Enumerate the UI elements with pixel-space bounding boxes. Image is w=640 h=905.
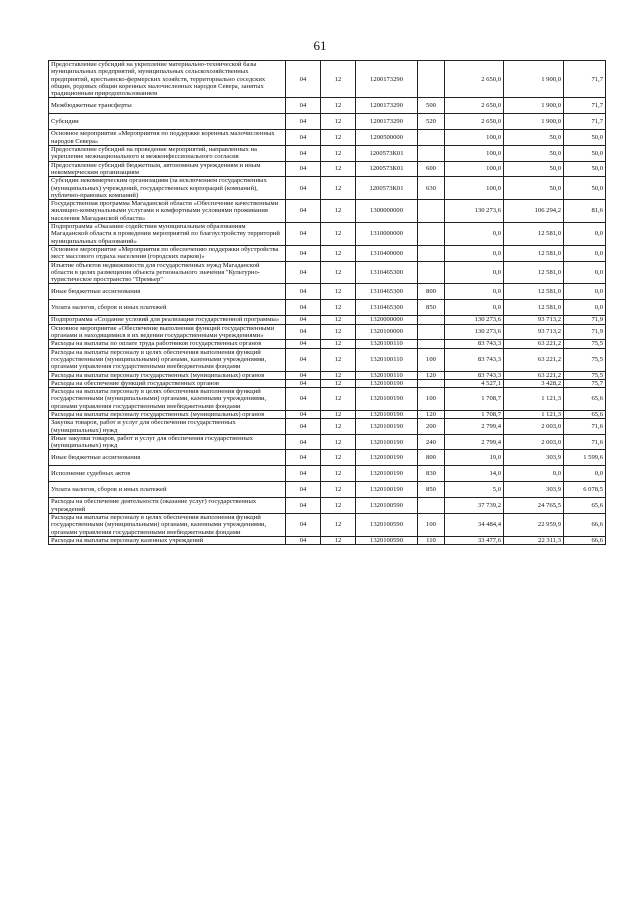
execution-percent-cell: 0,0	[564, 466, 606, 482]
section-code-cell: 04	[286, 245, 321, 261]
expense-type-cell: 800	[418, 450, 445, 466]
section-code-cell: 04	[286, 130, 321, 146]
subsection-code-cell: 12	[321, 161, 356, 177]
expense-type-cell	[418, 316, 445, 324]
execution-percent-cell: 71,7	[564, 114, 606, 130]
actual-amount-cell: 1 900,0	[504, 114, 564, 130]
execution-percent-cell: 65,6	[564, 410, 606, 418]
expense-type-cell: 100	[418, 514, 445, 537]
table-row	[49, 161, 606, 177]
execution-percent-cell: 71,7	[564, 61, 606, 98]
section-code-cell: 04	[286, 223, 321, 246]
subsection-code-cell: 12	[321, 434, 356, 450]
subsection-code-cell: 12	[321, 200, 356, 223]
target-article-cell: 1310465300	[356, 300, 418, 316]
expense-name-cell: Предоставление субсидий на проведение мероприятий, направленных на укрепление межнационального и межконфессионального согласия	[49, 146, 286, 162]
subsection-code-cell: 12	[321, 223, 356, 246]
plan-amount-cell: 100,0	[445, 130, 504, 146]
section-code-cell: 04	[286, 466, 321, 482]
table-row	[49, 98, 606, 114]
expense-name-cell: Основное мероприятие «Обеспечение выполнения функций государственными органами и находящимися в их ведении государственными учреждениями»	[49, 324, 286, 340]
plan-amount-cell: 4 527,1	[445, 379, 504, 387]
target-article-cell: 1320100110	[356, 340, 418, 348]
target-article-cell: 1310465300	[356, 261, 418, 284]
expense-name-cell: Иные бюджетные ассигнования	[49, 284, 286, 300]
execution-percent-cell: 0,0	[564, 300, 606, 316]
expense-type-cell	[418, 340, 445, 348]
actual-amount-cell: 1 121,3	[504, 410, 564, 418]
execution-percent-cell: 75,5	[564, 371, 606, 379]
execution-percent-cell: 0,0	[564, 245, 606, 261]
target-article-cell: 1200573К01	[356, 177, 418, 200]
execution-percent-cell: 50,0	[564, 161, 606, 177]
table-row	[49, 316, 606, 324]
section-code-cell: 04	[286, 450, 321, 466]
expense-type-cell: 830	[418, 466, 445, 482]
table-row	[49, 371, 606, 379]
plan-amount-cell: 37 739,2	[445, 498, 504, 514]
actual-amount-cell: 12 581,0	[504, 261, 564, 284]
target-article-cell: 1320100190	[356, 388, 418, 411]
expense-name-cell: Расходы на выплаты по оплате труда работников государственных органов	[49, 340, 286, 348]
expense-type-cell	[418, 245, 445, 261]
table-row	[49, 245, 606, 261]
table-row	[49, 114, 606, 130]
expense-name-cell: Подпрограмма «Оказание содействия муниципальным образованиям Магаданской области в проведении мероприятий по благоустройству территорий муниципальных образований»	[49, 223, 286, 246]
table-row	[49, 200, 606, 223]
table-row	[49, 146, 606, 162]
actual-amount-cell: 1 900,0	[504, 98, 564, 114]
section-code-cell: 04	[286, 200, 321, 223]
plan-amount-cell: 2 650,0	[445, 61, 504, 98]
target-article-cell: 1200173290	[356, 61, 418, 98]
actual-amount-cell: 2 003,0	[504, 434, 564, 450]
execution-percent-cell: 71,6	[564, 419, 606, 435]
actual-amount-cell: 12 581,0	[504, 223, 564, 246]
execution-percent-cell: 81,6	[564, 200, 606, 223]
actual-amount-cell: 93 713,2	[504, 324, 564, 340]
subsection-code-cell: 12	[321, 536, 356, 544]
actual-amount-cell: 12 581,0	[504, 245, 564, 261]
target-article-cell: 1320100590	[356, 498, 418, 514]
plan-amount-cell: 100,0	[445, 146, 504, 162]
section-code-cell: 04	[286, 114, 321, 130]
target-article-cell: 1320100590	[356, 536, 418, 544]
section-code-cell: 04	[286, 434, 321, 450]
plan-amount-cell: 0,0	[445, 284, 504, 300]
table-row	[49, 466, 606, 482]
expense-name-cell: Расходы на выплаты персоналу государственных (муниципальных) органов	[49, 410, 286, 418]
expense-name-cell: Основное мероприятие «Мероприятия по обеспечению поддержки обустройства мест массового отдыха населения (городских парков)»	[49, 245, 286, 261]
section-code-cell: 04	[286, 61, 321, 98]
expense-type-cell: 850	[418, 482, 445, 498]
expense-name-cell: Субсидии некоммерческим организациям (за исключением государственных (муниципальных) учреждений, государственных корпораций (компаний), публично-правовых компаний)	[49, 177, 286, 200]
target-article-cell: 1320100190	[356, 410, 418, 418]
section-code-cell: 04	[286, 388, 321, 411]
section-code-cell: 04	[286, 300, 321, 316]
execution-percent-cell: 75,5	[564, 348, 606, 371]
section-code-cell: 04	[286, 146, 321, 162]
table-row	[49, 177, 606, 200]
plan-amount-cell: 0,0	[445, 300, 504, 316]
table-row	[49, 410, 606, 418]
table-row	[49, 261, 606, 284]
execution-percent-cell: 71,6	[564, 434, 606, 450]
target-article-cell: 1320100190	[356, 419, 418, 435]
section-code-cell: 04	[286, 498, 321, 514]
section-code-cell: 04	[286, 177, 321, 200]
actual-amount-cell: 63 221,2	[504, 348, 564, 371]
execution-percent-cell: 75,5	[564, 340, 606, 348]
plan-amount-cell: 130 273,6	[445, 200, 504, 223]
section-code-cell: 04	[286, 379, 321, 387]
plan-amount-cell: 83 743,3	[445, 348, 504, 371]
expense-name-cell: Расходы на обеспечение деятельности (оказание услуг) государственных учреждений	[49, 498, 286, 514]
expense-type-cell: 200	[418, 419, 445, 435]
table-row	[49, 419, 606, 435]
execution-percent-cell: 66,6	[564, 514, 606, 537]
target-article-cell: 1310400000	[356, 245, 418, 261]
actual-amount-cell: 24 765,5	[504, 498, 564, 514]
expense-type-cell	[418, 379, 445, 387]
actual-amount-cell: 50,0	[504, 146, 564, 162]
expense-type-cell	[418, 130, 445, 146]
target-article-cell: 1320100110	[356, 371, 418, 379]
target-article-cell: 1320100190	[356, 450, 418, 466]
subsection-code-cell: 12	[321, 130, 356, 146]
plan-amount-cell: 0,0	[445, 245, 504, 261]
table-row	[49, 61, 606, 98]
section-code-cell: 04	[286, 482, 321, 498]
table-row	[49, 388, 606, 411]
subsection-code-cell: 12	[321, 98, 356, 114]
subsection-code-cell: 12	[321, 324, 356, 340]
execution-percent-cell: 6 078,5	[564, 482, 606, 498]
section-code-cell: 04	[286, 514, 321, 537]
plan-amount-cell: 0,0	[445, 223, 504, 246]
expense-type-cell: 500	[418, 98, 445, 114]
subsection-code-cell: 12	[321, 348, 356, 371]
subsection-code-cell: 12	[321, 419, 356, 435]
expense-type-cell	[418, 146, 445, 162]
actual-amount-cell: 63 221,2	[504, 371, 564, 379]
table-row	[49, 324, 606, 340]
actual-amount-cell: 93 713,2	[504, 316, 564, 324]
plan-amount-cell: 14,0	[445, 466, 504, 482]
expense-type-cell: 100	[418, 388, 445, 411]
table-row	[49, 536, 606, 544]
subsection-code-cell: 12	[321, 284, 356, 300]
plan-amount-cell: 34 484,4	[445, 514, 504, 537]
subsection-code-cell: 12	[321, 410, 356, 418]
target-article-cell: 1320100000	[356, 324, 418, 340]
expense-name-cell: Исполнение судебных актов	[49, 466, 286, 482]
subsection-code-cell: 12	[321, 388, 356, 411]
table-row	[49, 223, 606, 246]
execution-percent-cell: 0,0	[564, 261, 606, 284]
target-article-cell: 1320100110	[356, 348, 418, 371]
expense-type-cell: 630	[418, 177, 445, 200]
expense-name-cell: Иные закупки товаров, работ и услуг для обеспечения государственных (муниципальных) нужд	[49, 434, 286, 450]
execution-percent-cell: 1 599,6	[564, 450, 606, 466]
section-code-cell: 04	[286, 98, 321, 114]
subsection-code-cell: 12	[321, 316, 356, 324]
subsection-code-cell: 12	[321, 261, 356, 284]
execution-percent-cell: 50,0	[564, 130, 606, 146]
actual-amount-cell: 63 221,2	[504, 340, 564, 348]
execution-percent-cell: 65,6	[564, 388, 606, 411]
subsection-code-cell: 12	[321, 114, 356, 130]
actual-amount-cell: 303,9	[504, 482, 564, 498]
expense-type-cell: 800	[418, 284, 445, 300]
expense-type-cell: 120	[418, 371, 445, 379]
subsection-code-cell: 12	[321, 177, 356, 200]
actual-amount-cell: 50,0	[504, 177, 564, 200]
expense-type-cell	[418, 61, 445, 98]
table-row	[49, 300, 606, 316]
subsection-code-cell: 12	[321, 498, 356, 514]
target-article-cell: 1310465300	[356, 284, 418, 300]
actual-amount-cell: 22 959,9	[504, 514, 564, 537]
actual-amount-cell: 50,0	[504, 161, 564, 177]
expense-name-cell: Расходы на обеспечение функций государственных органов	[49, 379, 286, 387]
subsection-code-cell: 12	[321, 340, 356, 348]
plan-amount-cell: 2 650,0	[445, 114, 504, 130]
table-body	[49, 61, 606, 545]
expense-name-cell: Изъятие объектов недвижимости для государственных нужд Магаданской области в целях размещения объекта регионального значения "Культурно-туристическое пространство "Премьер"	[49, 261, 286, 284]
expense-name-cell: Закупка товаров, работ и услуг для обеспечения государственных (муниципальных) нужд	[49, 419, 286, 435]
target-article-cell: 1200573К01	[356, 161, 418, 177]
expense-type-cell: 520	[418, 114, 445, 130]
actual-amount-cell: 2 003,0	[504, 419, 564, 435]
target-article-cell: 1320100590	[356, 514, 418, 537]
execution-percent-cell: 0,0	[564, 284, 606, 300]
target-article-cell: 1200173290	[356, 98, 418, 114]
plan-amount-cell: 0,0	[445, 261, 504, 284]
execution-percent-cell: 71,9	[564, 316, 606, 324]
subsection-code-cell: 12	[321, 514, 356, 537]
expense-name-cell: Уплата налогов, сборов и иных платежей	[49, 300, 286, 316]
subsection-code-cell: 12	[321, 371, 356, 379]
execution-percent-cell: 71,9	[564, 324, 606, 340]
table-row	[49, 379, 606, 387]
actual-amount-cell: 1 121,3	[504, 388, 564, 411]
actual-amount-cell: 12 581,0	[504, 300, 564, 316]
section-code-cell: 04	[286, 324, 321, 340]
expense-type-cell	[418, 498, 445, 514]
table-row	[49, 450, 606, 466]
section-code-cell: 04	[286, 316, 321, 324]
expense-name-cell: Предоставление субсидий на укрепление материально-технической базы муниципальных предприятий, муниципальных сельскохозяйственных предприятий, крестьянско-фермерских хозяйств, территориально соседских общин, родовых общин коренных малочисленных народов Севера, занятых традиционным природопользованием	[49, 61, 286, 98]
expense-name-cell: Государственная программа Магаданской области «Обеспечение качественными жилищно-коммунальными услугами и комфортными условиями проживания населения Магаданской области»	[49, 200, 286, 223]
expense-name-cell: Уплата налогов, сборов и иных платежей	[49, 482, 286, 498]
actual-amount-cell: 50,0	[504, 130, 564, 146]
target-article-cell: 1310000000	[356, 223, 418, 246]
page-number: 61	[313, 38, 327, 53]
plan-amount-cell: 100,0	[445, 177, 504, 200]
expense-type-cell: 100	[418, 348, 445, 371]
actual-amount-cell: 3 428,2	[504, 379, 564, 387]
subsection-code-cell: 12	[321, 245, 356, 261]
table-row	[49, 482, 606, 498]
section-code-cell: 04	[286, 410, 321, 418]
plan-amount-cell: 1 708,7	[445, 388, 504, 411]
expense-name-cell: Расходы на выплаты персоналу в целях обеспечения выполнения функций государственными (муниципальными) органами, казенными учреждениями, органами управления государственными внебюджетными фондами	[49, 388, 286, 411]
execution-percent-cell: 0,0	[564, 223, 606, 246]
execution-percent-cell: 71,7	[564, 98, 606, 114]
target-article-cell: 1320100190	[356, 482, 418, 498]
table-row	[49, 284, 606, 300]
expense-type-cell	[418, 223, 445, 246]
plan-amount-cell: 130 273,6	[445, 316, 504, 324]
table-row	[49, 130, 606, 146]
expense-name-cell: Подпрограмма «Создание условий для реализации государственной программы»	[49, 316, 286, 324]
execution-percent-cell: 66,6	[564, 536, 606, 544]
execution-percent-cell: 50,0	[564, 146, 606, 162]
actual-amount-cell: 0,0	[504, 466, 564, 482]
budget-table	[48, 60, 606, 545]
plan-amount-cell: 19,0	[445, 450, 504, 466]
expense-type-cell	[418, 200, 445, 223]
section-code-cell: 04	[286, 536, 321, 544]
actual-amount-cell: 1 900,0	[504, 61, 564, 98]
plan-amount-cell: 2 799,4	[445, 419, 504, 435]
expense-name-cell: Расходы на выплаты персоналу казенных учреждений	[49, 536, 286, 544]
plan-amount-cell: 5,0	[445, 482, 504, 498]
expense-name-cell: Предоставление субсидий бюджетным, автономным учреждениям и иным некоммерческим организациям	[49, 161, 286, 177]
section-code-cell: 04	[286, 340, 321, 348]
plan-amount-cell: 83 743,3	[445, 371, 504, 379]
subsection-code-cell: 12	[321, 482, 356, 498]
expense-type-cell: 120	[418, 410, 445, 418]
table-row	[49, 348, 606, 371]
section-code-cell: 04	[286, 284, 321, 300]
section-code-cell: 04	[286, 371, 321, 379]
expense-type-cell	[418, 261, 445, 284]
plan-amount-cell: 2 799,4	[445, 434, 504, 450]
expense-type-cell: 110	[418, 536, 445, 544]
actual-amount-cell: 106 294,2	[504, 200, 564, 223]
subsection-code-cell: 12	[321, 466, 356, 482]
actual-amount-cell: 22 311,3	[504, 536, 564, 544]
target-article-cell: 1300000000	[356, 200, 418, 223]
expense-type-cell	[418, 324, 445, 340]
expense-name-cell: Субсидии	[49, 114, 286, 130]
subsection-code-cell: 12	[321, 379, 356, 387]
plan-amount-cell: 1 708,7	[445, 410, 504, 418]
expense-name-cell: Основное мероприятие «Мероприятия по поддержке коренных малочисленных народов Севера»	[49, 130, 286, 146]
plan-amount-cell: 2 650,0	[445, 98, 504, 114]
expense-name-cell: Расходы на выплаты персоналу в целях обеспечения выполнения функций государственными (муниципальными) органами, казенными учреждениями, органами управления государственными внебюджетными фондами	[49, 514, 286, 537]
plan-amount-cell: 100,0	[445, 161, 504, 177]
expense-name-cell: Иные бюджетные ассигнования	[49, 450, 286, 466]
plan-amount-cell: 83 743,3	[445, 340, 504, 348]
table-row	[49, 434, 606, 450]
expense-type-cell: 240	[418, 434, 445, 450]
table-row	[49, 514, 606, 537]
execution-percent-cell: 75,7	[564, 379, 606, 387]
subsection-code-cell: 12	[321, 300, 356, 316]
plan-amount-cell: 130 273,6	[445, 324, 504, 340]
target-article-cell: 1200500000	[356, 130, 418, 146]
execution-percent-cell: 50,0	[564, 177, 606, 200]
section-code-cell: 04	[286, 419, 321, 435]
execution-percent-cell: 65,6	[564, 498, 606, 514]
target-article-cell: 1320000000	[356, 316, 418, 324]
actual-amount-cell: 12 581,0	[504, 284, 564, 300]
target-article-cell: 1320100190	[356, 434, 418, 450]
table-row	[49, 340, 606, 348]
subsection-code-cell: 12	[321, 61, 356, 98]
target-article-cell: 1200573К01	[356, 146, 418, 162]
section-code-cell: 04	[286, 348, 321, 371]
target-article-cell: 1320100190	[356, 466, 418, 482]
target-article-cell: 1200173290	[356, 114, 418, 130]
subsection-code-cell: 12	[321, 450, 356, 466]
expense-name-cell: Расходы на выплаты персоналу государственных (муниципальных) органов	[49, 371, 286, 379]
expense-type-cell: 850	[418, 300, 445, 316]
expense-name-cell: Расходы на выплаты персоналу в целях обеспечения выполнения функций государственными (муниципальными) органами, казенными учреждениями, органами управления государственными внебюджетными фондами	[49, 348, 286, 371]
expense-name-cell: Межбюджетные трансферты	[49, 98, 286, 114]
section-code-cell: 04	[286, 261, 321, 284]
plan-amount-cell: 33 477,6	[445, 536, 504, 544]
expense-type-cell: 600	[418, 161, 445, 177]
section-code-cell: 04	[286, 161, 321, 177]
target-article-cell: 1320100190	[356, 379, 418, 387]
table-row	[49, 498, 606, 514]
subsection-code-cell: 12	[321, 146, 356, 162]
actual-amount-cell: 303,9	[504, 450, 564, 466]
